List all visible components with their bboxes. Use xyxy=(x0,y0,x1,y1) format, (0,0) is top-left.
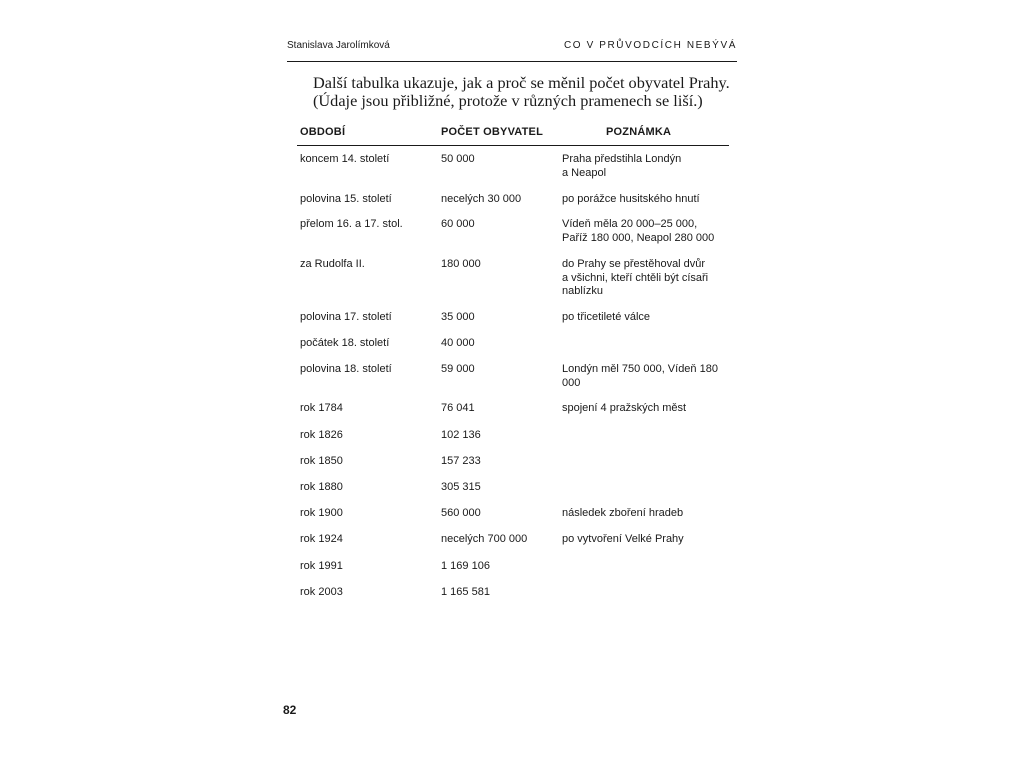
note-line: Praha předstihla Londýn xyxy=(562,153,682,165)
cell-note xyxy=(562,363,730,390)
cell-population: 102 136 xyxy=(441,429,481,441)
cell-population: 59 000 xyxy=(441,363,475,375)
intro-paragraph xyxy=(313,74,743,110)
cell-note xyxy=(562,218,730,245)
column-header-note: POZNÁMKA xyxy=(606,126,672,138)
cell-population: 35 000 xyxy=(441,311,475,323)
intro-line-1: Další tabulka ukazuje, jak a proč se měnil počet obyvatel Prahy. xyxy=(313,73,730,92)
cell-note xyxy=(562,402,730,416)
note-line: a Neapol xyxy=(562,166,607,179)
cell-period: rok 2003 xyxy=(300,586,343,598)
cell-period: rok 1850 xyxy=(300,455,343,467)
note-line: spojení 4 pražských měst xyxy=(562,402,687,414)
cell-population: 1 165 581 xyxy=(441,586,490,598)
note-line: po třicetileté válce xyxy=(562,311,651,323)
cell-population: 180 000 xyxy=(441,258,481,270)
note-line: po vytvoření Velké Prahy xyxy=(562,533,684,545)
header-rule xyxy=(287,61,737,62)
note-line: Vídeň měla 20 000–25 000, xyxy=(562,218,698,230)
note-line: do Prahy se přestěhoval dvůr xyxy=(562,258,706,270)
note-line: následek zboření hradeb xyxy=(562,507,684,519)
cell-period: za Rudolfa II. xyxy=(300,258,365,270)
cell-period: rok 1784 xyxy=(300,402,343,414)
cell-note xyxy=(562,153,730,180)
cell-population: 50 000 xyxy=(441,153,475,165)
cell-period: polovina 17. století xyxy=(300,311,392,323)
running-head xyxy=(287,40,737,51)
cell-population: 60 000 xyxy=(441,218,475,230)
cell-population: 76 041 xyxy=(441,402,475,414)
intro-line-2: (Údaje jsou přibližné, protože v různých pramenech se liší.) xyxy=(313,91,703,110)
cell-period: rok 1880 xyxy=(300,481,343,493)
cell-period: přelom 16. a 17. stol. xyxy=(300,218,403,230)
cell-note xyxy=(562,533,730,547)
cell-note xyxy=(562,507,730,521)
note-line: nablízku xyxy=(562,285,603,297)
cell-period: rok 1900 xyxy=(300,507,343,519)
column-header-period: OBDOBÍ xyxy=(300,126,346,138)
note-line: po porážce husitského hnutí xyxy=(562,193,700,205)
note-line: Paříž 180 000, Neapol 280 000 xyxy=(562,231,715,244)
cell-population: necelých 700 000 xyxy=(441,533,528,545)
note-line: 000 xyxy=(562,376,581,389)
cell-note xyxy=(562,258,730,299)
cell-period: rok 1924 xyxy=(300,533,343,545)
cell-period: koncem 14. století xyxy=(300,153,390,165)
cell-period: rok 1991 xyxy=(300,560,343,572)
cell-period: počátek 18. století xyxy=(300,337,390,349)
cell-period: polovina 18. století xyxy=(300,363,392,375)
cell-population: 305 315 xyxy=(441,481,481,493)
cell-period: polovina 15. století xyxy=(300,193,392,205)
page-number: 82 xyxy=(283,703,297,717)
cell-note xyxy=(562,193,730,207)
note-line: Londýn měl 750 000, Vídeň 180 xyxy=(562,363,718,375)
column-header-population: POČET OBYVATEL xyxy=(441,126,544,138)
cell-period: rok 1826 xyxy=(300,429,343,441)
cell-population: necelých 30 000 xyxy=(441,193,522,205)
cell-population: 1 169 106 xyxy=(441,560,490,572)
cell-population: 40 000 xyxy=(441,337,475,349)
cell-population: 560 000 xyxy=(441,507,481,519)
cell-note xyxy=(562,311,730,325)
cell-population: 157 233 xyxy=(441,455,481,467)
table-header-rule xyxy=(297,145,729,146)
note-line: a všichni, kteří chtěli být císaři xyxy=(562,271,709,284)
author-name: Stanislava Jarolímková xyxy=(287,40,390,51)
book-title: CO V PRŮVODCÍCH NEBÝVÁ xyxy=(563,40,737,51)
